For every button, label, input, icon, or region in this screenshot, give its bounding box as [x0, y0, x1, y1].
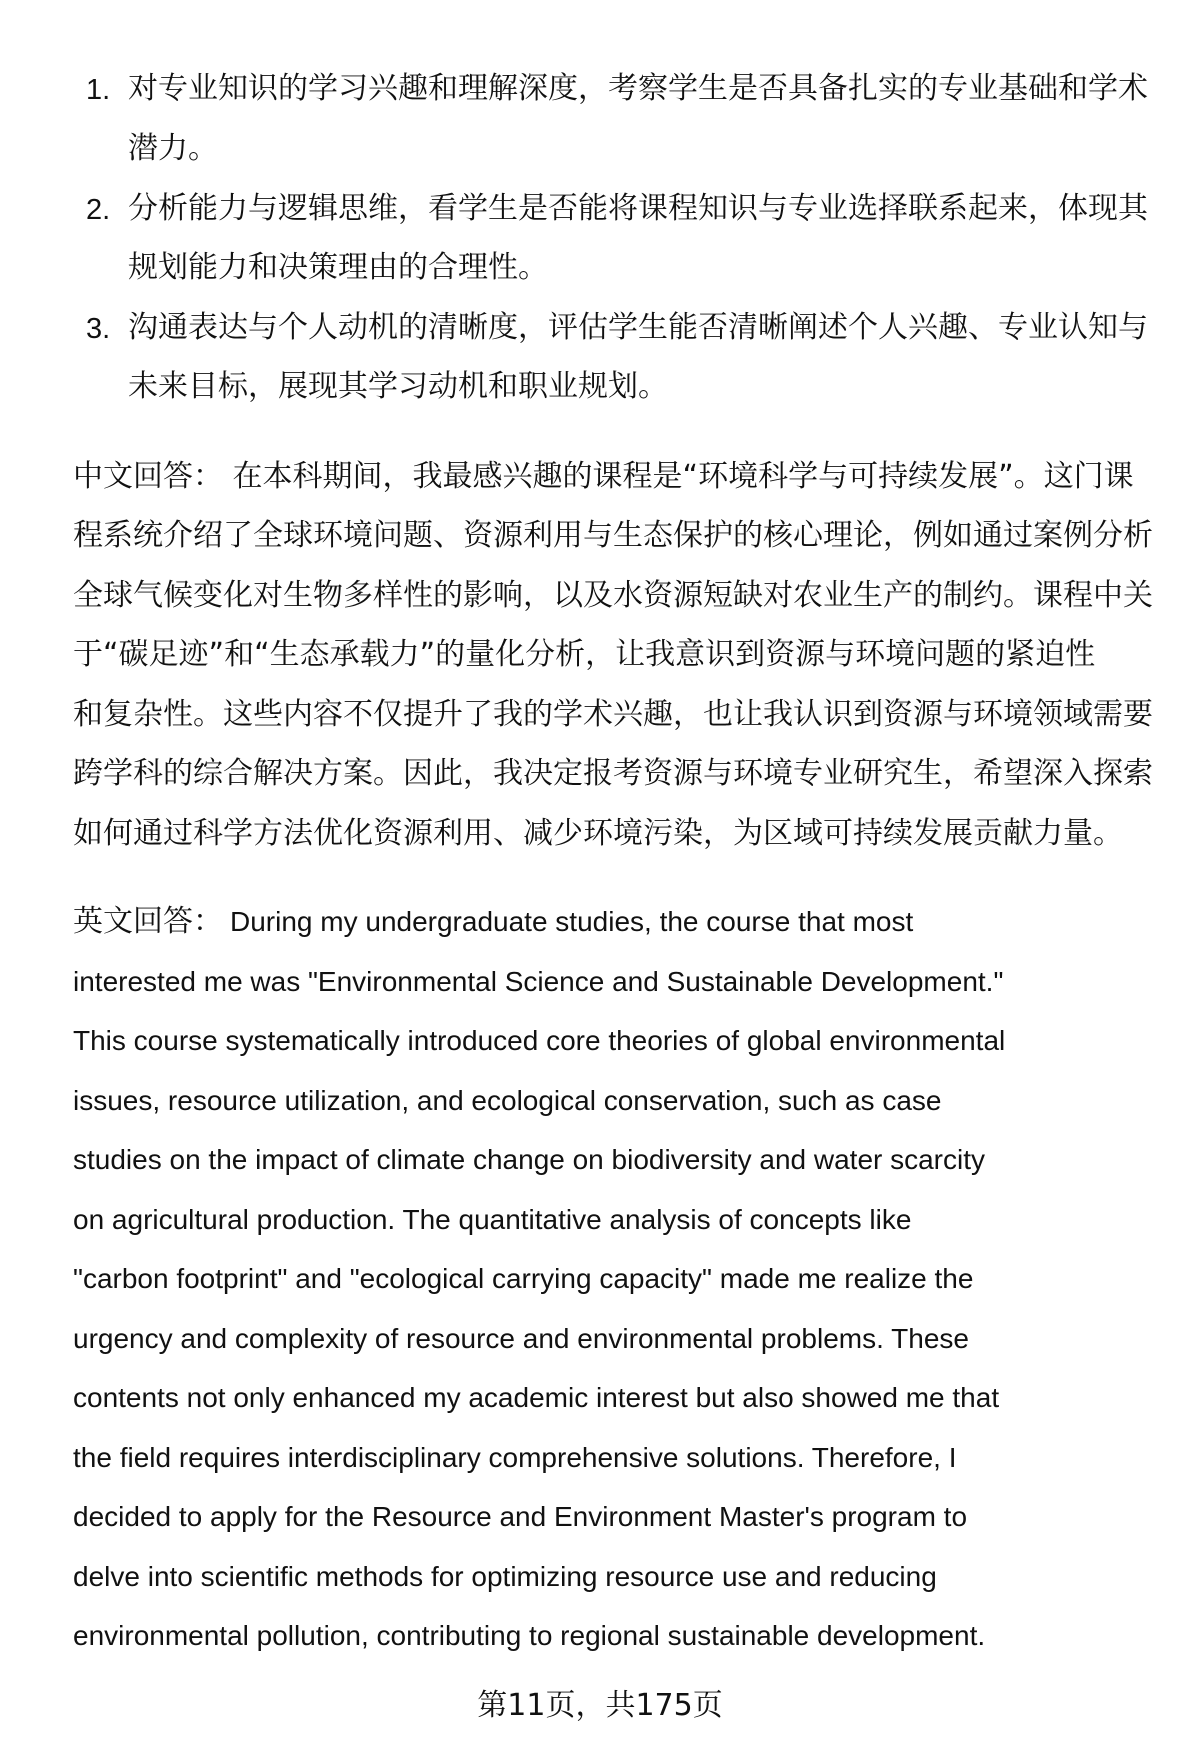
list-item-text: 规划能力和决策理由的合理性。	[128, 250, 548, 285]
paragraph-line: During my undergraduate studies, the course that most	[230, 906, 914, 937]
paragraph-line: the field requires interdisciplinary comprehensive solutions. Therefore, I	[73, 1442, 957, 1473]
paragraph-line: This course systematically introduced core theories of global environmental	[73, 1025, 1006, 1056]
paragraph-line: urgency and complexity of resource and environmental problems. These	[73, 1323, 969, 1354]
english-answer-label: 英文回答：	[73, 904, 223, 939]
paragraph-line: 中文回答： 在本科期间，我最感兴趣的课程是“环境科学与可持续发展”。这门课	[73, 459, 1134, 494]
paragraph-line: issues, resource utilization, and ecological conservation, such as case	[73, 1085, 942, 1116]
list-number: 2.	[86, 194, 111, 226]
paragraph-line: 和复杂性。这些内容不仅提升了我的学术兴趣，也让我认识到资源与环境领域需要	[73, 697, 1153, 732]
paragraph-line: interested me was "Environmental Science and Sustainable Development."	[73, 966, 1004, 997]
paragraph-line: contents not only enhanced my academic interest but also showed me that	[73, 1382, 1000, 1413]
paragraph-line: decided to apply for the Resource and Environment Master's program to	[73, 1501, 968, 1532]
paragraph-line: 如何通过科学方法优化资源利用、减少环境污染，为区域可持续发展贡献力量。	[73, 816, 1123, 851]
paragraph-line: on agricultural production. The quantitative analysis of concepts like	[73, 1204, 912, 1235]
paragraph-line: delve into scientific methods for optimizing resource use and reducing	[73, 1561, 937, 1592]
list-item-text: 沟通表达与个人动机的清晰度，评估学生能否清晰阐述个人兴趣、专业认知与	[128, 310, 1148, 345]
paragraph-line: "carbon footprint" and "ecological carrying capacity" made me realize the	[73, 1263, 974, 1294]
list-number: 1.	[86, 74, 111, 106]
paragraph-line: studies on the impact of climate change on biodiversity and water scarcity	[73, 1144, 986, 1175]
list-number: 3.	[86, 313, 111, 345]
list-item-text: 对专业知识的学习兴趣和理解深度，考察学生是否具备扎实的专业基础和学术	[128, 71, 1148, 106]
paragraph-line: 程系统介绍了全球环境问题、资源利用与生态保护的核心理论，例如通过案例分析	[73, 518, 1153, 553]
list-item-text: 未来目标，展现其学习动机和职业规划。	[128, 369, 668, 404]
list-item-text: 分析能力与逻辑思维，看学生是否能将课程知识与专业选择联系起来，体现其	[128, 191, 1148, 226]
list-item-text: 潜力。	[128, 131, 218, 166]
paragraph-line: environmental pollution, contributing to regional sustainable development.	[73, 1620, 986, 1651]
paragraph-line: 跨学科的综合解决方案。因此，我决定报考资源与环境专业研究生，希望深入探索	[73, 756, 1153, 791]
paragraph-line: 于“碳足迹”和“生态承载力”的量化分析，让我意识到资源与环境问题的紧迫性	[73, 637, 1096, 672]
page-indicator: 第11页，共175页	[477, 1688, 723, 1723]
paragraph-line: 全球气候变化对生物多样性的影响，以及水资源短缺对农业生产的制约。课程中关	[73, 578, 1153, 613]
